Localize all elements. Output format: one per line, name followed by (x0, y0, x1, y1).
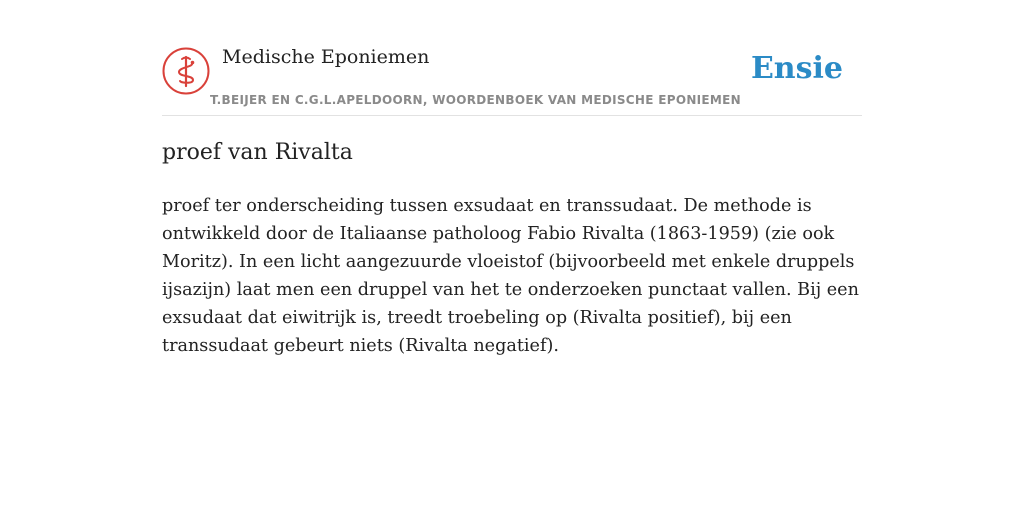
entry-definition: proef ter onderscheiding tussen exsudaat en transsudaat. De methode is ontwikkeld door de Italiaanse patholoog Fabio Rivalta (1863-1959) (zie ook Moritz). In een licht aangezuurde vloeistof (bijvoorbeeld met enkele druppels ijsazijn) laat men een druppel van het te onderzoeken punctaat vallen. Bij een exsudaat dat eiwitrijk is, treedt troebeling op (Rivalta positief), bij een transsudaat gebeurt niets (Rivalta negatief). (162, 196, 859, 356)
entry-title: proef van Rivalta (162, 140, 353, 165)
caduceus-icon[interactable] (162, 47, 210, 95)
source-title[interactable]: Medische Eponiemen (222, 46, 430, 68)
source-subtitle: T.BEIJER EN C.G.L.APELDOORN, WOORDENBOEK VAN MEDISCHE EPONIEMEN (210, 93, 742, 107)
header-divider (162, 115, 862, 116)
brand-logo-link[interactable]: Ensie (750, 51, 843, 86)
